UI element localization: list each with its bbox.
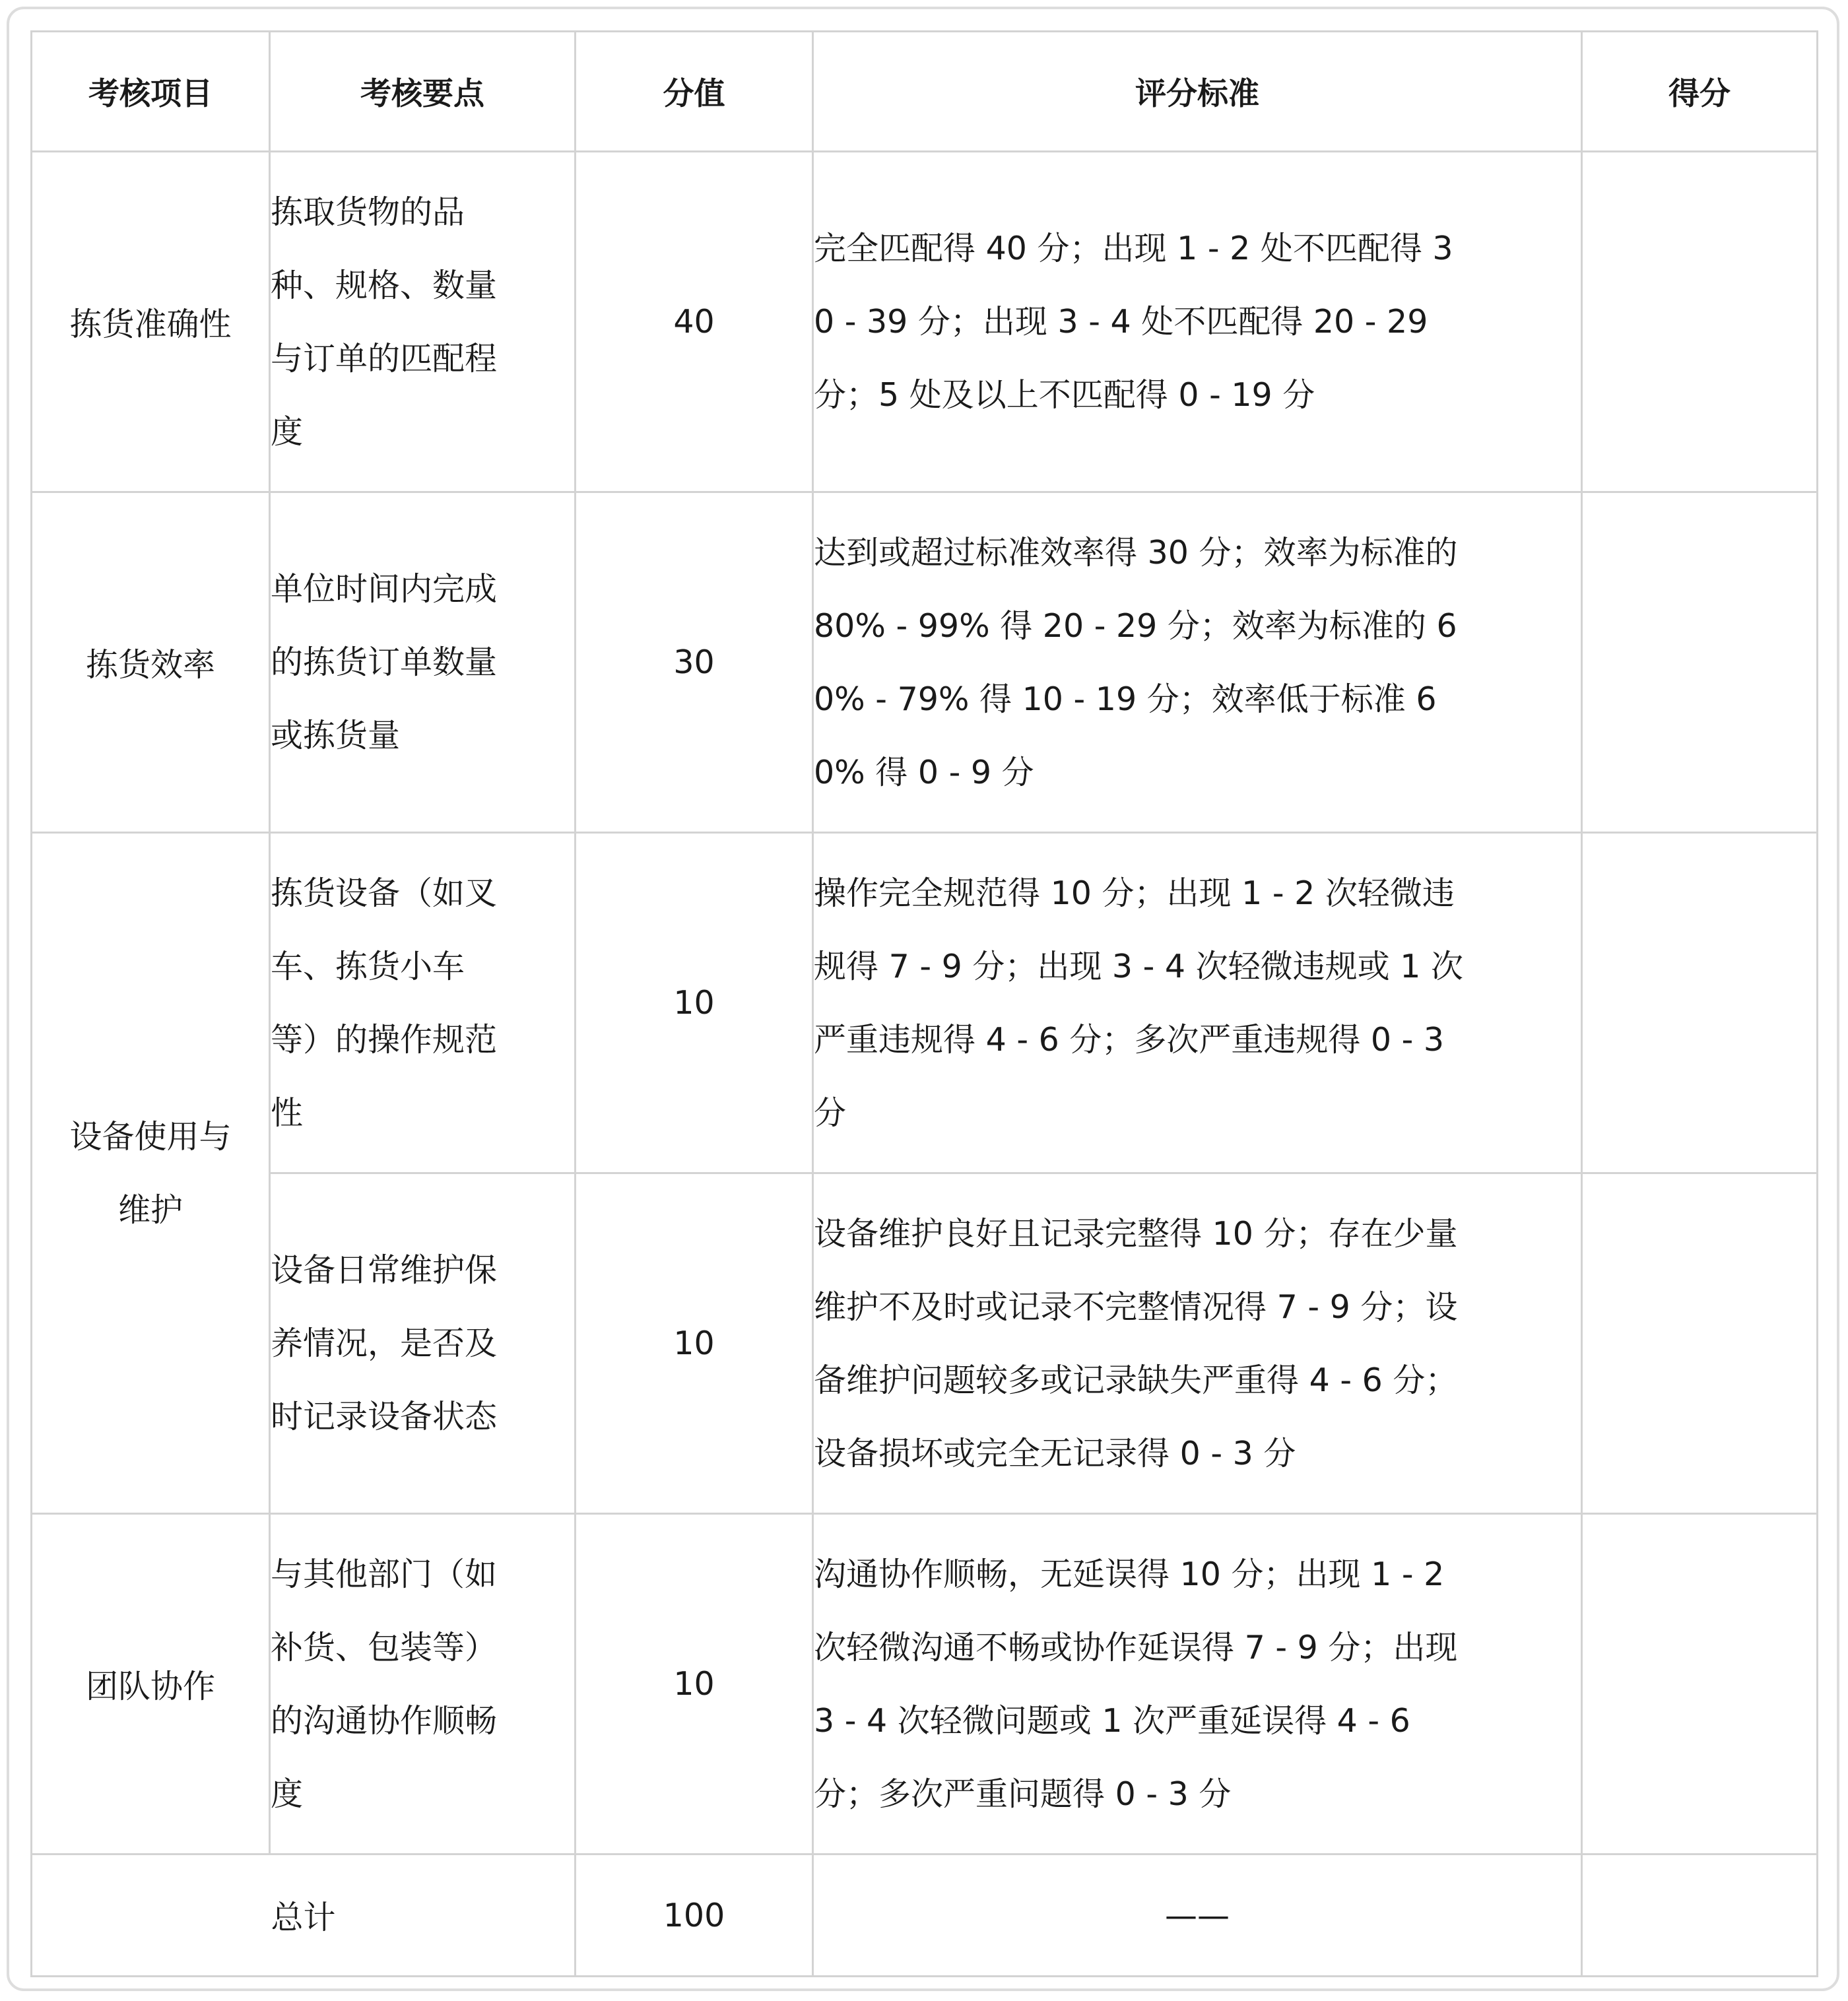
- point-line: 性: [271, 1094, 304, 1132]
- standard-line: 0% 得 0 - 9 分: [814, 753, 1034, 791]
- got-cell[interactable]: [1582, 492, 1818, 833]
- standard-line: 设备损坏或完全无记录得 0 - 3 分: [814, 1434, 1296, 1472]
- point-cell: [270, 152, 576, 492]
- standard-cell: [813, 1514, 1582, 1854]
- standard-line: 达到或超过标准效率得 30 分；效率为标准的: [814, 533, 1458, 572]
- point-line: 拣货设备（如叉: [271, 874, 498, 912]
- total-score: 100: [576, 1854, 813, 1977]
- point-line: 补货、包装等）: [271, 1628, 498, 1666]
- score-cell: 10: [576, 1514, 813, 1854]
- point-cell: [270, 1173, 576, 1514]
- standard-cell: [813, 492, 1582, 833]
- standard-line: 完全匹配得 40 分；出现 1 - 2 处不匹配得 3: [814, 230, 1453, 267]
- standard-line: 分；5 处及以上不匹配得 0 - 19 分: [814, 376, 1315, 414]
- point-line: 车、拣货小车: [271, 947, 465, 985]
- total-label: 总计: [32, 1854, 576, 1977]
- point-line: 与其他部门（如: [271, 1555, 498, 1593]
- point-line: 度: [271, 412, 304, 451]
- standard-line: 分: [814, 1094, 847, 1132]
- point-cell: [270, 1514, 576, 1854]
- point-line: 设备日常维护保: [271, 1251, 498, 1289]
- point-line: 的沟通协作顺畅: [271, 1701, 498, 1740]
- standard-line: 80% - 99% 得 20 - 29 分；效率为标准的 6: [814, 607, 1457, 645]
- header-item: 考核项目: [32, 32, 270, 152]
- point-line: 的拣货订单数量: [271, 643, 498, 681]
- point-cell: [270, 492, 576, 833]
- total-got-cell[interactable]: [1582, 1854, 1818, 1977]
- point-line: 种、规格、数量: [271, 266, 498, 304]
- item-cell: [32, 1514, 270, 1854]
- table-row: [32, 833, 1818, 1173]
- header-standard: 评分标准: [813, 32, 1582, 152]
- standard-line: 备维护问题较多或记录缺失严重得 4 - 6 分；: [814, 1361, 1458, 1399]
- point-line: 时记录设备状态: [271, 1398, 498, 1435]
- score-cell: 10: [576, 833, 813, 1173]
- standard-line: 0% - 79% 得 10 - 19 分；效率低于标准 6: [814, 680, 1437, 718]
- item-cell: [32, 833, 270, 1514]
- got-cell[interactable]: [1582, 1173, 1818, 1514]
- point-line: 与订单的匹配程: [271, 339, 498, 377]
- item-text: 团队协作: [85, 1667, 215, 1705]
- standard-line: 0 - 39 分；出现 3 - 4 处不匹配得 20 - 29: [814, 303, 1428, 341]
- got-cell[interactable]: [1582, 152, 1818, 492]
- point-line: 养情况，是否及: [271, 1325, 498, 1362]
- header-got: 得分: [1582, 32, 1818, 152]
- standard-line: 沟通协作顺畅，无延误得 10 分；出现 1 - 2: [814, 1555, 1445, 1593]
- point-line: 或拣货量: [271, 717, 401, 754]
- point-line: 拣取货物的品: [271, 193, 465, 231]
- total-row: [32, 1854, 1818, 1977]
- score-cell: 30: [576, 492, 813, 833]
- header-point: 考核要点: [270, 32, 576, 152]
- table-header-row: [32, 32, 1818, 152]
- item-text: 维护: [117, 1191, 183, 1229]
- item-text: 拣货效率: [85, 645, 215, 684]
- item-cell: [32, 152, 270, 492]
- standard-line: 规得 7 - 9 分；出现 3 - 4 次轻微违规或 1 次: [814, 947, 1463, 985]
- standard-line: 分；多次严重问题得 0 - 3 分: [814, 1775, 1232, 1813]
- standard-line: 3 - 4 次轻微问题或 1 次严重延误得 4 - 6: [814, 1701, 1410, 1740]
- assessment-table: [30, 30, 1818, 1977]
- table-row: [32, 152, 1818, 492]
- standard-cell: [813, 1173, 1582, 1514]
- item-cell: [32, 492, 270, 833]
- item-text: 设备使用与: [69, 1117, 232, 1156]
- point-cell: [270, 833, 576, 1173]
- score-cell: 10: [576, 1173, 813, 1514]
- table-row: [32, 1514, 1818, 1854]
- point-line: 等）的操作规范: [271, 1020, 498, 1059]
- standard-cell: [813, 152, 1582, 492]
- got-cell[interactable]: [1582, 833, 1818, 1173]
- standard-line: 设备维护良好且记录完整得 10 分；存在少量: [814, 1214, 1458, 1253]
- standard-line: 严重违规得 4 - 6 分；多次严重违规得 0 - 3: [814, 1020, 1445, 1059]
- table-row: [32, 1173, 1818, 1514]
- total-standard: ——: [813, 1854, 1582, 1977]
- point-line: 度: [271, 1775, 304, 1813]
- standard-line: 次轻微沟通不畅或协作延误得 7 - 9 分；出现: [814, 1628, 1458, 1666]
- standard-line: 操作完全规范得 10 分；出现 1 - 2 次轻微违: [814, 874, 1455, 912]
- standard-cell: [813, 833, 1582, 1173]
- got-cell[interactable]: [1582, 1514, 1818, 1854]
- header-score: 分值: [576, 32, 813, 152]
- standard-line: 维护不及时或记录不完整情况得 7 - 9 分；设: [814, 1288, 1458, 1326]
- score-cell: 40: [576, 152, 813, 492]
- item-text: 拣货准确性: [69, 305, 232, 343]
- point-line: 单位时间内完成: [271, 570, 498, 608]
- table-row: [32, 492, 1818, 833]
